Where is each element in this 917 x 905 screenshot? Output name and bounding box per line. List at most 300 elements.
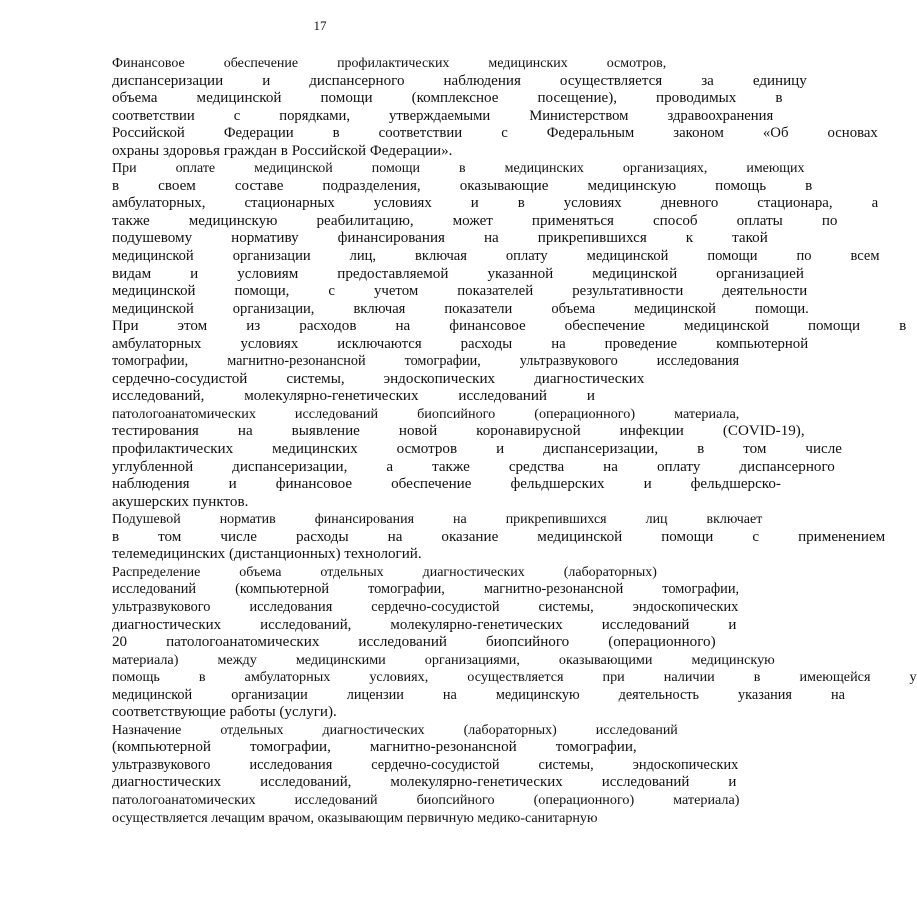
text-line: охраны здоровья граждан в Российской Федерации». bbox=[112, 142, 453, 159]
word: утверждаемыми bbox=[389, 107, 491, 124]
word: помощи, bbox=[234, 283, 290, 300]
word: на bbox=[551, 335, 566, 352]
word: организации, bbox=[232, 300, 315, 317]
word: помощи. bbox=[754, 300, 809, 317]
paragraph bbox=[73, 160, 907, 511]
word: наличии bbox=[663, 669, 715, 686]
word: проводимых bbox=[656, 90, 737, 107]
word: организацией bbox=[716, 265, 804, 282]
word: на bbox=[453, 512, 467, 528]
word: обеспечение bbox=[391, 476, 472, 493]
word: финансовое bbox=[275, 476, 353, 493]
word: на bbox=[387, 528, 403, 545]
word: расходов bbox=[299, 318, 357, 335]
word: биопсийного bbox=[417, 405, 496, 422]
word: имеющих bbox=[746, 161, 805, 177]
text-line bbox=[73, 107, 774, 126]
word: объема bbox=[239, 564, 282, 580]
word: включает bbox=[706, 512, 763, 528]
word: имеющейся bbox=[799, 669, 871, 686]
text-line bbox=[73, 90, 783, 108]
word: материала) bbox=[673, 791, 740, 808]
text-line bbox=[73, 212, 838, 231]
word: и bbox=[728, 616, 737, 633]
word: исследований bbox=[595, 722, 678, 738]
word: исключаются bbox=[337, 335, 422, 352]
word: томографии, bbox=[662, 581, 740, 598]
word: в bbox=[775, 90, 783, 107]
word: организации bbox=[231, 686, 308, 703]
word: молекулярно-генетических bbox=[390, 774, 563, 791]
word: отдельных bbox=[220, 722, 284, 738]
word: медицинскую bbox=[495, 686, 580, 703]
word: исследований bbox=[112, 581, 197, 598]
text-line bbox=[73, 177, 813, 196]
word: (компьютерной bbox=[235, 581, 330, 598]
word: стационара, bbox=[757, 195, 833, 212]
word: стационарных bbox=[244, 195, 335, 212]
text-line bbox=[73, 476, 781, 494]
word: расходы bbox=[460, 335, 513, 352]
word: фельдшерско- bbox=[690, 476, 781, 493]
word: оплаты bbox=[736, 212, 783, 229]
text-line bbox=[73, 669, 917, 687]
text-line bbox=[73, 756, 739, 775]
word: молекулярно-генетических bbox=[244, 388, 419, 405]
word: амбулаторных bbox=[112, 335, 202, 352]
word: эндоскопических bbox=[383, 370, 496, 387]
word: проведение bbox=[604, 335, 678, 352]
word: коронавирусной bbox=[476, 423, 581, 440]
word: на bbox=[830, 686, 845, 703]
word: и bbox=[586, 388, 595, 405]
word: материала) bbox=[112, 651, 179, 668]
text-line bbox=[73, 564, 657, 582]
word: диагностических bbox=[534, 370, 645, 387]
word: условиях bbox=[373, 195, 432, 212]
word: тестирования bbox=[112, 423, 199, 440]
word: томографии, bbox=[368, 581, 445, 598]
word: компьютерной bbox=[716, 335, 809, 352]
word: на bbox=[237, 423, 253, 440]
word: патологоанатомических bbox=[112, 791, 256, 808]
paragraph bbox=[73, 564, 917, 722]
word: При bbox=[112, 318, 139, 335]
word: системы, bbox=[538, 598, 594, 615]
text-line bbox=[73, 283, 808, 301]
word: материала, bbox=[674, 405, 740, 422]
word: Федеральным bbox=[546, 125, 635, 142]
text-line bbox=[73, 335, 809, 354]
text-line bbox=[73, 160, 805, 178]
word: здравоохранения bbox=[667, 107, 774, 124]
word: новой bbox=[398, 423, 438, 440]
word: Федерации bbox=[223, 125, 294, 142]
text-line bbox=[73, 686, 845, 705]
word: наблюдения bbox=[112, 476, 190, 493]
word: сердечно-сосудистой bbox=[112, 370, 248, 387]
word: основах bbox=[827, 125, 878, 142]
word: всем bbox=[850, 248, 880, 265]
word: биопсийного bbox=[485, 634, 570, 651]
word: (операционного) bbox=[533, 791, 635, 808]
word: отдельных bbox=[320, 564, 384, 580]
text-line bbox=[73, 300, 809, 319]
word: результативности bbox=[572, 283, 684, 300]
word: медицинской bbox=[592, 265, 678, 282]
word: числе bbox=[220, 528, 257, 545]
word: и bbox=[496, 441, 505, 458]
text-line bbox=[73, 616, 737, 635]
word: медицинской bbox=[634, 300, 716, 317]
word: расходы bbox=[295, 528, 349, 545]
text-line bbox=[73, 405, 740, 424]
word: медицинской bbox=[112, 300, 194, 317]
word: условиях bbox=[563, 195, 622, 212]
text-line bbox=[73, 651, 775, 670]
word: способ bbox=[652, 212, 698, 229]
word: помощи bbox=[371, 161, 420, 177]
word: на bbox=[442, 686, 457, 703]
word: медицинскими bbox=[295, 651, 386, 668]
text-line bbox=[73, 581, 740, 599]
word: оплату bbox=[656, 458, 701, 475]
word: исследований bbox=[601, 774, 690, 791]
word: на bbox=[603, 458, 618, 475]
word: оказание bbox=[441, 528, 499, 545]
word: медицинских bbox=[272, 441, 358, 458]
word: средства bbox=[508, 458, 565, 475]
word: объема bbox=[551, 300, 596, 317]
word: исследования bbox=[249, 598, 333, 615]
word: биопсийного bbox=[416, 791, 495, 808]
text-line bbox=[73, 441, 842, 459]
text-line bbox=[73, 722, 678, 740]
word: ультразвукового bbox=[112, 598, 211, 615]
page-number: 17 bbox=[313, 18, 327, 33]
word: и bbox=[190, 265, 199, 282]
word: амбулаторных, bbox=[112, 195, 206, 212]
word: своем bbox=[158, 177, 196, 194]
word: в bbox=[459, 161, 466, 177]
word: том bbox=[743, 441, 767, 458]
word: условиях bbox=[240, 335, 299, 352]
word: организациями, bbox=[424, 651, 520, 668]
word: в bbox=[899, 318, 907, 335]
word: исследования bbox=[249, 756, 333, 773]
word: медицинской bbox=[112, 686, 193, 703]
word: диспансерного bbox=[309, 72, 405, 89]
word: единицу bbox=[752, 72, 807, 89]
word: и bbox=[728, 774, 737, 791]
word: и bbox=[470, 195, 479, 212]
text-line bbox=[73, 195, 879, 213]
word: (компьютерной bbox=[112, 739, 211, 756]
word: медицинских bbox=[488, 56, 568, 71]
word: профилактических bbox=[337, 56, 450, 71]
text-line bbox=[73, 634, 716, 652]
word: числе bbox=[805, 441, 842, 458]
word: лицензии bbox=[346, 686, 404, 703]
word: медицинской bbox=[684, 318, 769, 335]
word: медицинской bbox=[196, 90, 282, 107]
word: (комплексное bbox=[411, 90, 499, 107]
word: том bbox=[158, 528, 182, 545]
word: Министерством bbox=[529, 107, 629, 124]
word: также bbox=[432, 458, 470, 475]
word: патологоанатомических bbox=[166, 634, 320, 651]
word: лиц bbox=[645, 512, 668, 528]
word: подушевому bbox=[112, 230, 193, 247]
text-line: осуществляется лечащим врачом, оказывающим первичную медико-санитарную bbox=[112, 809, 598, 826]
word: осмотров bbox=[396, 441, 458, 458]
word: видам bbox=[112, 265, 152, 282]
word: 20 bbox=[112, 634, 128, 651]
word: (лабораторных) bbox=[463, 722, 557, 738]
word: в bbox=[753, 669, 761, 686]
word: исследования bbox=[656, 353, 740, 370]
word: в bbox=[517, 195, 525, 212]
word: Финансовое bbox=[112, 56, 185, 71]
word: исследований bbox=[601, 616, 690, 633]
word: включая bbox=[353, 300, 406, 317]
word: в bbox=[112, 177, 120, 194]
word: предоставляемой bbox=[337, 265, 449, 282]
word: оплату bbox=[505, 248, 548, 265]
word: диспансеризации, bbox=[543, 441, 659, 458]
text-line bbox=[73, 458, 835, 477]
text-line bbox=[73, 598, 739, 617]
word: эндоскопических bbox=[632, 756, 739, 773]
word: углубленной bbox=[112, 458, 194, 475]
word: фельдшерских bbox=[510, 476, 605, 493]
text-line bbox=[73, 125, 878, 143]
word: помощи bbox=[807, 318, 861, 335]
word: применяться bbox=[531, 212, 614, 229]
word: диспансеризации, bbox=[232, 458, 348, 475]
text-line bbox=[73, 774, 737, 792]
text-line bbox=[73, 72, 807, 91]
word: в bbox=[198, 669, 206, 686]
word: ультразвукового bbox=[519, 353, 618, 370]
word: может bbox=[452, 212, 493, 229]
word: финансирования bbox=[314, 512, 414, 528]
text-line bbox=[73, 265, 804, 284]
word: подразделения, bbox=[322, 177, 421, 194]
word: организации bbox=[232, 248, 311, 265]
text-line bbox=[73, 370, 645, 389]
text-line: телемедицинских (дистанционных) технологий. bbox=[112, 546, 422, 563]
word: деятельность bbox=[618, 686, 700, 703]
document-body bbox=[73, 55, 917, 827]
word: диспансерного bbox=[739, 458, 835, 475]
word: При bbox=[112, 161, 137, 177]
word: томографии, bbox=[112, 353, 189, 370]
word: между bbox=[217, 651, 257, 668]
word: амбулаторных bbox=[244, 669, 331, 686]
word: помощь bbox=[715, 177, 767, 194]
word: с bbox=[752, 528, 760, 545]
word: медицинской bbox=[586, 248, 669, 265]
word: указания bbox=[738, 686, 792, 703]
word: ультразвукового bbox=[112, 756, 211, 773]
word: с bbox=[501, 125, 508, 142]
word: и bbox=[643, 476, 652, 493]
word: медицинскую bbox=[691, 651, 775, 668]
word: применением bbox=[798, 528, 886, 545]
text-line bbox=[73, 230, 768, 248]
word: диагностических bbox=[422, 564, 525, 580]
word: в bbox=[697, 441, 705, 458]
word: условиях, bbox=[369, 669, 429, 686]
word: помощи bbox=[707, 248, 758, 265]
word: финансирования bbox=[337, 230, 445, 247]
word: показатели bbox=[444, 300, 513, 317]
text-line bbox=[73, 55, 667, 73]
word: обеспечение bbox=[223, 56, 299, 71]
text-line bbox=[73, 353, 740, 371]
word: прикрепившихся bbox=[537, 230, 647, 247]
word: сердечно-сосудистой bbox=[371, 598, 500, 615]
word: норматив bbox=[219, 512, 276, 528]
word: законом bbox=[673, 125, 724, 142]
word: на bbox=[395, 318, 411, 335]
word: оплате bbox=[175, 161, 216, 177]
word: организациях, bbox=[622, 161, 708, 177]
text-line bbox=[73, 388, 595, 406]
text-line: акушерских пунктов. bbox=[112, 493, 249, 510]
word: помощи bbox=[661, 528, 714, 545]
word: (операционного) bbox=[608, 634, 716, 651]
word: осмотров, bbox=[606, 56, 667, 71]
word: медицинской bbox=[112, 283, 196, 300]
word: показателей bbox=[457, 283, 534, 300]
word: дневного bbox=[660, 195, 719, 212]
word: диагностических bbox=[112, 774, 222, 791]
word: деятельности bbox=[722, 283, 808, 300]
word: Назначение bbox=[112, 722, 182, 738]
word: системы, bbox=[538, 756, 594, 773]
word: у bbox=[909, 669, 917, 686]
word: соответствии bbox=[112, 107, 195, 124]
word: медицинской bbox=[537, 528, 623, 545]
word: исследований, bbox=[260, 616, 352, 633]
word: медицинскую bbox=[587, 177, 677, 194]
word: реабилитацию, bbox=[316, 212, 414, 229]
word: объема bbox=[112, 90, 158, 107]
word: профилактических bbox=[112, 441, 234, 458]
word: такой bbox=[732, 230, 768, 247]
word: финансовое bbox=[449, 318, 526, 335]
word: «Об bbox=[762, 125, 789, 142]
word: к bbox=[685, 230, 694, 247]
text-line bbox=[73, 248, 880, 266]
word: в bbox=[112, 528, 120, 545]
word: составе bbox=[234, 177, 284, 194]
word: указанной bbox=[487, 265, 554, 282]
word: из bbox=[246, 318, 261, 335]
word: по bbox=[821, 212, 838, 229]
word: при bbox=[602, 669, 625, 686]
word: Подушевой bbox=[112, 512, 181, 528]
word: магнитно-резонансной bbox=[483, 581, 624, 598]
text-line bbox=[73, 739, 637, 757]
word: в bbox=[805, 177, 813, 194]
text-line bbox=[73, 423, 805, 441]
word: нормативу bbox=[231, 230, 299, 247]
word: медицинских bbox=[504, 161, 584, 177]
word: и bbox=[228, 476, 237, 493]
word: выявление bbox=[291, 423, 360, 440]
word: эндоскопических bbox=[632, 598, 739, 615]
word: томографии, bbox=[404, 353, 481, 370]
text-line bbox=[73, 791, 740, 810]
word: в bbox=[332, 125, 340, 142]
word: учетом bbox=[373, 283, 419, 300]
word: магнитно-резонансной bbox=[369, 739, 517, 756]
word: осуществляется bbox=[559, 72, 663, 89]
word: оказывающие bbox=[459, 177, 549, 194]
word: а bbox=[871, 195, 879, 212]
word: диагностических bbox=[322, 722, 425, 738]
word: исследований bbox=[358, 634, 447, 651]
word: диспансеризации bbox=[112, 72, 224, 89]
word: помощь bbox=[112, 669, 160, 686]
paragraph bbox=[73, 511, 886, 564]
word: медицинской bbox=[254, 161, 333, 177]
word: и bbox=[262, 72, 271, 89]
word: патологоанатомических bbox=[112, 405, 256, 422]
word: порядками, bbox=[279, 107, 351, 124]
word: этом bbox=[177, 318, 208, 335]
word: прикрепившихся bbox=[505, 512, 607, 528]
word: с bbox=[233, 107, 241, 124]
text-line: соответствующие работы (услуги). bbox=[112, 704, 337, 721]
word: исследований bbox=[294, 405, 379, 422]
word: Распределение bbox=[112, 564, 201, 580]
word: системы, bbox=[286, 370, 345, 387]
text-line bbox=[73, 318, 907, 336]
word: (COVID-19), bbox=[722, 423, 805, 440]
word: соответствии bbox=[378, 125, 463, 142]
word: сердечно-сосудистой bbox=[371, 756, 500, 773]
word: обеспечение bbox=[564, 318, 646, 335]
word: на bbox=[483, 230, 499, 247]
word: (операционного) bbox=[534, 405, 636, 422]
word: с bbox=[328, 283, 335, 300]
text-line bbox=[73, 528, 886, 547]
word: медицинской bbox=[112, 248, 194, 265]
text-line bbox=[73, 511, 763, 529]
word: исследований bbox=[294, 791, 378, 808]
word: (лабораторных) bbox=[563, 564, 657, 580]
word: исследований bbox=[458, 388, 548, 405]
word: а bbox=[386, 458, 394, 475]
word: томографии, bbox=[555, 739, 637, 756]
paragraph bbox=[73, 55, 878, 160]
word: посещение), bbox=[537, 90, 618, 107]
word: помощи bbox=[320, 90, 373, 107]
word: включая bbox=[415, 248, 467, 265]
word: исследований, bbox=[260, 774, 352, 791]
paragraph bbox=[73, 722, 740, 827]
word: наблюдения bbox=[443, 72, 521, 89]
word: оказывающими bbox=[558, 651, 653, 668]
word: условиям bbox=[237, 265, 299, 282]
word: исследований, bbox=[112, 388, 205, 405]
word: лиц, bbox=[349, 248, 377, 265]
word: томографии, bbox=[250, 739, 331, 756]
